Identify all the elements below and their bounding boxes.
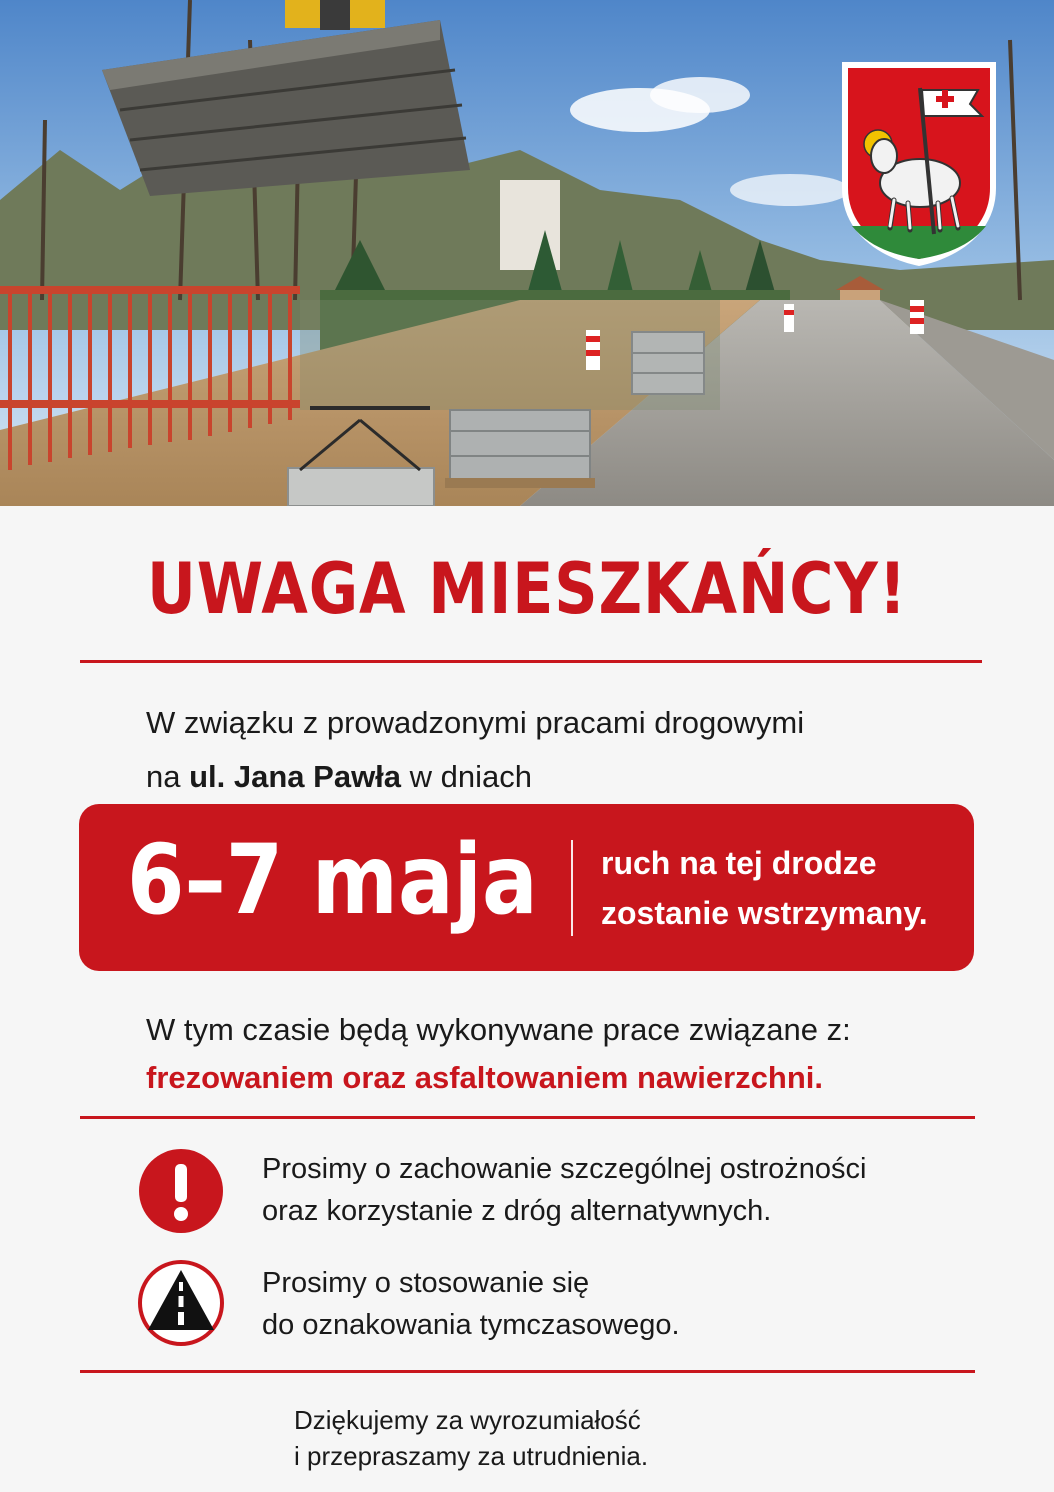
closure-date: 6–7 maja xyxy=(127,824,538,936)
divider xyxy=(80,1370,975,1373)
closure-note-line-1: ruch na tej drodze xyxy=(601,845,877,881)
works-line-1: W tym czasie będą wykonywane prace związane z: xyxy=(146,1012,851,1047)
thanks-note xyxy=(294,1402,648,1474)
divider xyxy=(80,1116,975,1119)
notice-caution xyxy=(262,1148,866,1232)
intro-text xyxy=(146,696,804,804)
notice-signage xyxy=(262,1262,680,1346)
divider xyxy=(571,840,573,936)
thanks-line-1: Dziękujemy za wyrozumiałość xyxy=(294,1405,641,1435)
intro-suffix: w dniach xyxy=(401,759,533,794)
road-warning-icon xyxy=(138,1260,224,1351)
works-line-2: frezowaniem oraz asfaltowaniem nawierzchni. xyxy=(146,1060,824,1095)
page-title: UWAGA MIESZKAŃCY! xyxy=(146,548,908,630)
works-description xyxy=(146,1006,851,1102)
coat-of-arms-logo xyxy=(838,58,1000,270)
divider xyxy=(80,660,982,663)
notice-caution-line-2: oraz korzystanie z dróg alternatywnych. xyxy=(262,1195,772,1227)
closure-note xyxy=(601,838,928,938)
street-name: ul. Jana Pawła xyxy=(189,759,402,794)
date-banner xyxy=(79,804,974,971)
notice-signage-line-2: do oznakowania tymczasowego. xyxy=(262,1309,680,1341)
exclamation-icon xyxy=(138,1148,224,1239)
closure-note-line-2: zostanie wstrzymany. xyxy=(601,895,928,931)
intro-line-2 xyxy=(146,750,804,804)
thanks-line-2: i przepraszamy za utrudnienia. xyxy=(294,1441,649,1471)
notice-caution-line-1: Prosimy o zachowanie szczególnej ostrożności xyxy=(262,1153,867,1185)
notice-signage-line-1: Prosimy o stosowanie się xyxy=(262,1267,590,1299)
intro-line-1: W związku z prowadzonymi pracami drogowymi xyxy=(146,705,805,740)
intro-prefix: na xyxy=(146,759,190,794)
